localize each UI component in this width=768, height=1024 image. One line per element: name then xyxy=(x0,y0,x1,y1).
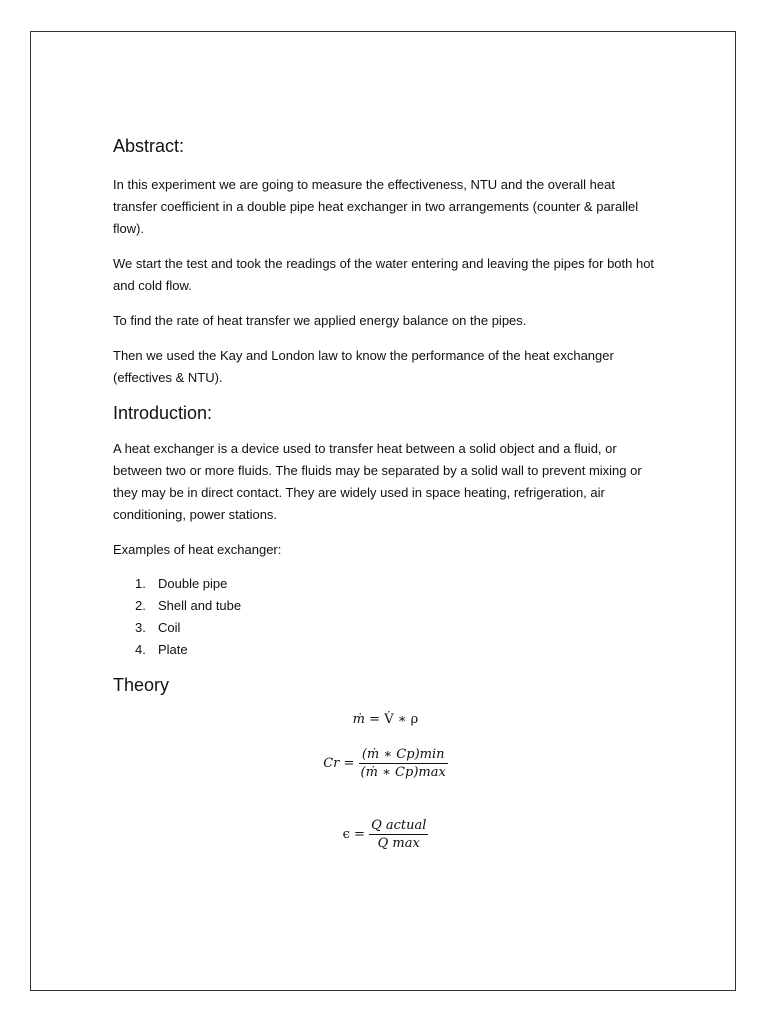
list-item: 3. Coil xyxy=(135,620,181,635)
introduction-heading: Introduction: xyxy=(113,403,213,423)
introduction-paragraph: A heat exchanger is a device used to transfer heat between a solid object and a fluid, or between two or more fluids. The fluids may be separated by a solid wall to prevent mixing or they may be in direct contact. They are widely used in space heating, refrigeration, air conditioning, power stations. xyxy=(113,441,642,522)
examples-label: Examples of heat exchanger: xyxy=(113,542,282,557)
list-item: 1. Double pipe xyxy=(135,576,228,591)
abstract-paragraph-4: Then we used the Kay and London law to know the performance of the heat exchanger (effectives & NTU). xyxy=(113,348,614,385)
theory-heading: Theory xyxy=(113,675,170,695)
effectiveness-fraction: $\frac{\text{Q actual}}{\text{Q max}}$ xyxy=(371,818,427,851)
abstract-heading: Abstract: xyxy=(113,136,185,156)
mass-flow-equation: ṁ = V̇ ∗ ρ xyxy=(352,712,419,727)
page-content xyxy=(113,136,658,851)
capacity-ratio-equation: Cr = $\frac{\text{(ṁ ∗ Cp)min}}{\text{(ṁ ∗ Cp)max}}$ xyxy=(323,747,446,780)
abstract-paragraph-1: In this experiment we are going to measure the effectiveness, NTU and the overall heat transfer coefficient in a double pipe heat exchanger in two arrangements (counter & parallel flow). xyxy=(113,177,639,236)
list-item: 2. Shell and tube xyxy=(135,598,242,613)
abstract-paragraph-3: To find the rate of heat transfer we applied energy balance on the pipes. xyxy=(113,313,527,328)
effectiveness-equation: ϵ = $\frac{\text{Q actual}}{\text{Q max}}$ xyxy=(342,818,427,851)
capacity-ratio-fraction: $\frac{\text{(ṁ ∗ Cp)min}}{\text{(ṁ ∗ Cp)max}}$ xyxy=(360,747,446,780)
examples-list xyxy=(113,573,658,661)
abstract-paragraph-2: We start the test and took the readings of the water entering and leaving the pipes for both hot and cold flow. xyxy=(113,256,655,293)
list-item: 4. Plate xyxy=(135,642,188,657)
document-page xyxy=(30,31,736,991)
